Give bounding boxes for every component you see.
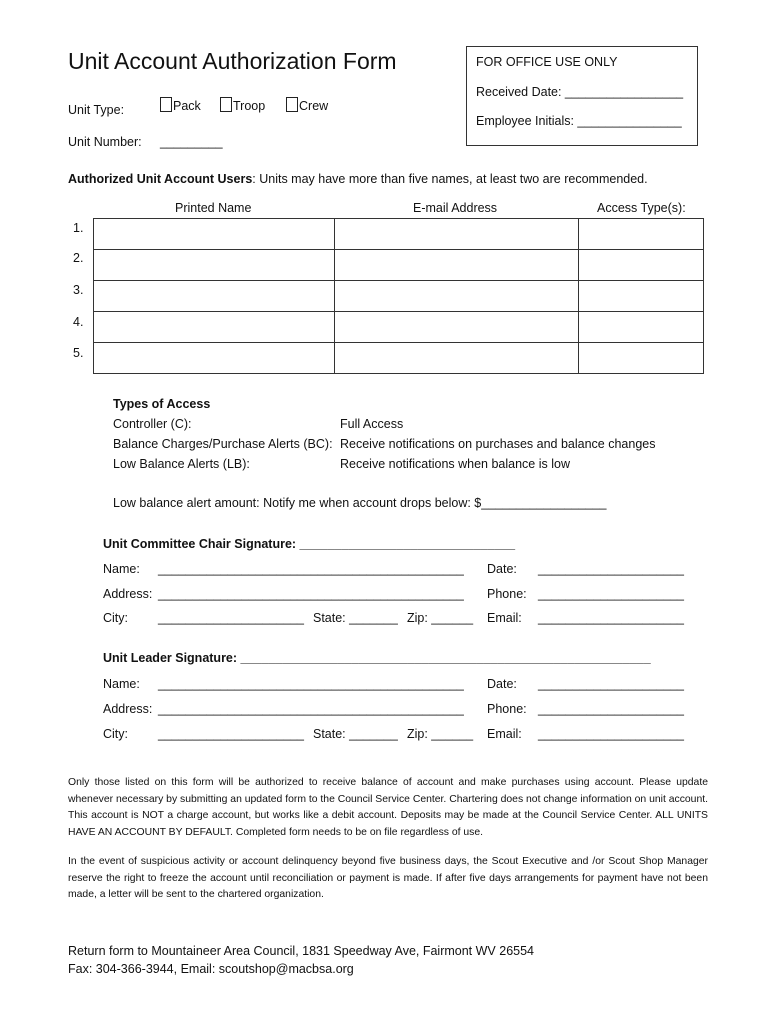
- leader-email-field[interactable]: _____________________: [538, 727, 684, 741]
- chair-zip-field[interactable]: Zip: ______: [407, 611, 474, 625]
- chair-city-label: City:: [103, 611, 128, 625]
- printed-name-cell[interactable]: [94, 219, 335, 250]
- leader-state-field[interactable]: State: _______: [313, 727, 398, 741]
- access-type-cell[interactable]: [579, 250, 704, 281]
- users-table: [93, 218, 704, 374]
- access-type-cell[interactable]: [579, 281, 704, 312]
- leader-signature-field[interactable]: Unit Leader Signature: ___________________________________________________________: [103, 651, 651, 665]
- access-heading: Types of Access: [113, 397, 211, 411]
- leader-address-label: Address:: [103, 702, 153, 716]
- access-type-cell[interactable]: [579, 312, 704, 343]
- troop-option[interactable]: [220, 97, 265, 113]
- leader-zip-field[interactable]: Zip: ______: [407, 727, 474, 741]
- table-row: [94, 343, 704, 374]
- troop-label: Troop: [233, 99, 266, 113]
- office-use-heading: FOR OFFICE USE ONLY: [476, 55, 618, 69]
- col-header-printed-name: Printed Name: [175, 201, 252, 215]
- leader-address-field[interactable]: ____________________________________________: [158, 702, 464, 716]
- footer-contact: Fax: 304-366-3944, Email: scoutshop@macbsa.org: [68, 962, 354, 976]
- row-number-4: 4.: [73, 315, 84, 329]
- policy-paragraph-2: In the event of suspicious activity or account delinquency beyond five business days, the Scout Executive and /or Scout Shop Manager reserve the right to freeze the account until reconciliation or payment is made. If after five days arrangements for payment have not been made, a letter will be sent to the chartered organization.: [68, 856, 708, 900]
- chair-city-field[interactable]: _____________________: [158, 611, 304, 625]
- access-type-controller: Controller (C):: [113, 417, 192, 431]
- access-type-bc: Balance Charges/Purchase Alerts (BC):: [113, 437, 333, 451]
- leader-date-label: Date:: [487, 677, 517, 691]
- unit-type-label: Unit Type:: [68, 103, 125, 117]
- table-row: [94, 250, 704, 281]
- employee-initials-field[interactable]: Employee Initials: _______________: [476, 114, 682, 128]
- table-row: [94, 281, 704, 312]
- chair-phone-field[interactable]: _____________________: [538, 587, 684, 601]
- leader-name-label: Name:: [103, 677, 140, 691]
- leader-email-label: Email:: [487, 727, 522, 741]
- access-type-cell[interactable]: [579, 343, 704, 374]
- printed-name-cell[interactable]: [94, 281, 335, 312]
- email-cell[interactable]: [335, 312, 579, 343]
- access-desc-controller: Full Access: [340, 417, 404, 431]
- troop-checkbox[interactable]: [220, 97, 232, 112]
- page-title: Unit Account Authorization Form: [68, 48, 397, 74]
- chair-date-label: Date:: [487, 562, 517, 576]
- table-row: [94, 219, 704, 250]
- crew-checkbox[interactable]: [286, 97, 298, 112]
- table-row: [94, 312, 704, 343]
- policy-paragraph-1: Only those listed on this form will be authorized to receive balance of account and make purchases using account. Please update whenever necessary by submitting an updated form to the Council Service Center. Chartering does not change information on unit account. This account is NOT a charge account, but works like a debit account. Deposits may be made at the Council Service Center. ALL UNITS HAVE AN ACCOUNT BY DEFAULT. Completed form needs to be on file regardless of use.: [68, 777, 708, 838]
- row-number-3: 3.: [73, 283, 84, 297]
- leader-date-field[interactable]: _____________________: [538, 677, 684, 691]
- col-header-email: E-mail Address: [413, 201, 498, 215]
- access-type-lb: Low Balance Alerts (LB):: [113, 457, 250, 471]
- chair-email-label: Email:: [487, 611, 522, 625]
- users-intro-text: : Units may have more than five names, at least two are recommended.: [252, 172, 648, 186]
- chair-date-field[interactable]: _____________________: [538, 562, 684, 576]
- leader-city-label: City:: [103, 727, 128, 741]
- leader-phone-label: Phone:: [487, 702, 527, 716]
- email-cell[interactable]: [335, 343, 579, 374]
- access-desc-bc: Receive notifications on purchases and balance changes: [340, 437, 656, 451]
- row-number-1: 1.: [73, 221, 84, 235]
- access-type-cell[interactable]: [579, 219, 704, 250]
- printed-name-cell[interactable]: [94, 312, 335, 343]
- pack-option[interactable]: [160, 97, 201, 113]
- unit-number-field[interactable]: _________: [160, 135, 223, 149]
- users-intro: [68, 172, 648, 186]
- received-date-field[interactable]: Received Date: _________________: [476, 85, 684, 99]
- chair-address-field[interactable]: ____________________________________________: [158, 587, 464, 601]
- email-cell[interactable]: [335, 219, 579, 250]
- leader-name-field[interactable]: ____________________________________________: [158, 677, 464, 691]
- footer-return-address: Return form to Mountaineer Area Council, 1831 Speedway Ave, Fairmont WV 26554: [68, 944, 534, 958]
- chair-phone-label: Phone:: [487, 587, 527, 601]
- low-balance-amount-field[interactable]: Low balance alert amount: Notify me when account drops below: $__________________: [113, 496, 607, 510]
- col-header-access-type: Access Type(s):: [597, 201, 686, 215]
- crew-option[interactable]: [286, 97, 328, 113]
- pack-checkbox[interactable]: [160, 97, 172, 112]
- users-intro-bold: Authorized Unit Account Users: [68, 172, 253, 186]
- leader-city-field[interactable]: _____________________: [158, 727, 304, 741]
- office-use-box: [466, 46, 698, 146]
- printed-name-cell[interactable]: [94, 250, 335, 281]
- chair-signature-field[interactable]: Unit Committee Chair Signature: _______________________________: [103, 537, 516, 551]
- printed-name-cell[interactable]: [94, 343, 335, 374]
- chair-name-label: Name:: [103, 562, 140, 576]
- chair-email-field[interactable]: _____________________: [538, 611, 684, 625]
- unit-number-label: Unit Number:: [68, 135, 142, 149]
- crew-label: Crew: [299, 99, 329, 113]
- chair-state-field[interactable]: State: _______: [313, 611, 398, 625]
- leader-phone-field[interactable]: _____________________: [538, 702, 684, 716]
- chair-address-label: Address:: [103, 587, 153, 601]
- row-number-5: 5.: [73, 346, 84, 360]
- chair-name-field[interactable]: ____________________________________________: [158, 562, 464, 576]
- email-cell[interactable]: [335, 250, 579, 281]
- access-desc-lb: Receive notifications when balance is low: [340, 457, 570, 471]
- pack-label: Pack: [173, 99, 201, 113]
- row-number-2: 2.: [73, 251, 84, 265]
- email-cell[interactable]: [335, 281, 579, 312]
